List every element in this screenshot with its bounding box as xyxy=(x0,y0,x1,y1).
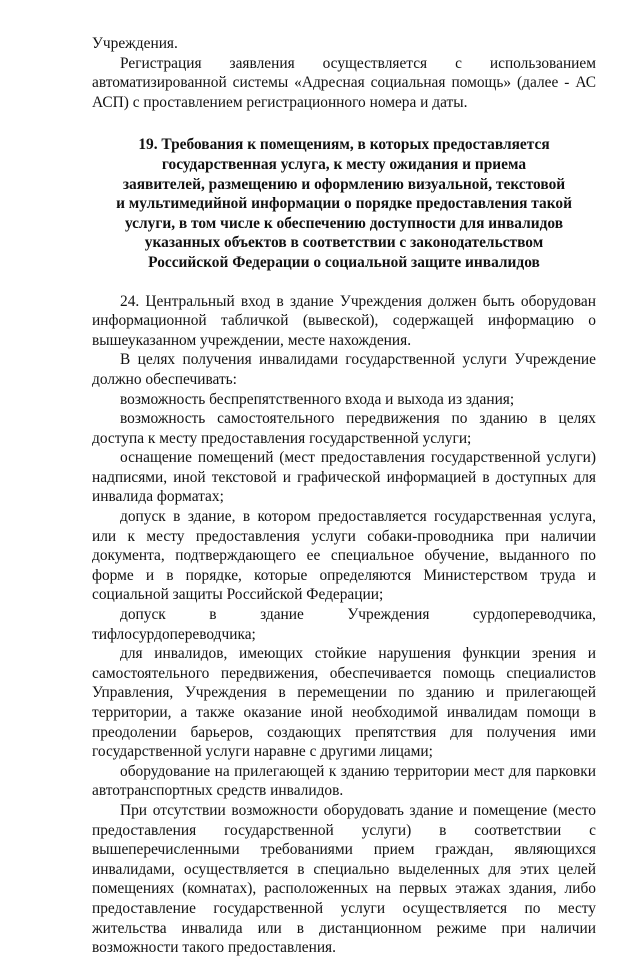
paragraph-alternative: При отсутствии возможности оборудовать здание и помещение (место предоставления государственной услуги) в соответствии с вышеперечисленными требованиями прием граждан, являющихся инвалидами, осуществляется в специально выделенных для этих целей помещениях (комнатах), расположенных на первых этажах здания, либо предоставление государственной услуги осуществляется по месту жительства инвалида или в дистанционном режиме при наличии возможности такого предоставления. xyxy=(92,801,596,957)
document-body xyxy=(92,34,596,958)
heading-line: и мультимедийной информации о порядке предоставления такой xyxy=(116,195,572,213)
paragraph-item-24: 24. Центральный вход в здание Учреждения должен быть оборудован информационной табличкой (вывеской), содержащей информацию о вышеуказанном учреждении, месте нахождения. xyxy=(92,292,596,349)
heading-line: указанных объектов в соответствии с законодательством xyxy=(144,234,544,252)
paragraph-movement: возможность самостоятельного передвижения по зданию в целях доступа к месту предоставления государственной услуги; xyxy=(92,410,596,447)
paragraph-interpreter: допуск в здание Учреждения сурдопереводчика, тифлосурдопереводчика; xyxy=(92,606,596,643)
heading-line: 19. Требования к помещениям, в которых предоставляется xyxy=(138,136,550,154)
section-heading xyxy=(92,135,596,272)
paragraph-signage: оснащение помещений (мест предоставления государственной услуги) надписями, иной текстовой и графической информацией в доступных для инвалида форматах; xyxy=(92,449,596,506)
paragraph-registration: Регистрация заявления осуществляется с использованием автоматизированной системы «Адресная социальная помощь» (далее - АС АСП) с проставлением регистрационного номера и даты. xyxy=(92,54,596,111)
paragraph-assistance: для инвалидов, имеющих стойкие нарушения функции зрения и самостоятельного передвижения, обеспечивается помощь специалистов Управления, Учреждения в перемещении по зданию и прилегающей территории, а также оказание иной необходимой инвалидам помощи в преодолении барьеров, создающих препятствия для получения ими государственной услуги наравне с другими лицами; xyxy=(92,645,596,761)
paragraph-continuation: Учреждения. xyxy=(92,35,178,52)
paragraph-parking: оборудование на прилегающей к зданию территории мест для парковки автотранспортных средств инвалидов. xyxy=(92,762,596,800)
heading-line: государственная услуга, к месту ожидания и приема xyxy=(161,155,527,173)
heading-line: услуги, в том числе к обеспечению доступности для инвалидов xyxy=(124,214,564,232)
paragraph-entry-exit: возможность беспрепятственного входа и выхода из здания; xyxy=(120,390,515,408)
heading-line: заявителей, размещению и оформлению визуальной, текстовой xyxy=(122,175,566,193)
paragraph-accessibility-intro: В целях получения инвалидами государственной услуги Учреждение должно обеспечивать: xyxy=(92,351,596,388)
heading-line: Российской Федерации о социальной защите инвалидов xyxy=(148,253,540,271)
paragraph-guide-dog: допуск в здание, в котором предоставляется государственная услуга, или к месту предоставления услуги собаки-проводника при наличии документа, подтверждающего ее специальное обучение, выданного по форме и в порядке, которые определяются Министерством труда и социальной защиты Российской Федерации; xyxy=(92,508,596,604)
